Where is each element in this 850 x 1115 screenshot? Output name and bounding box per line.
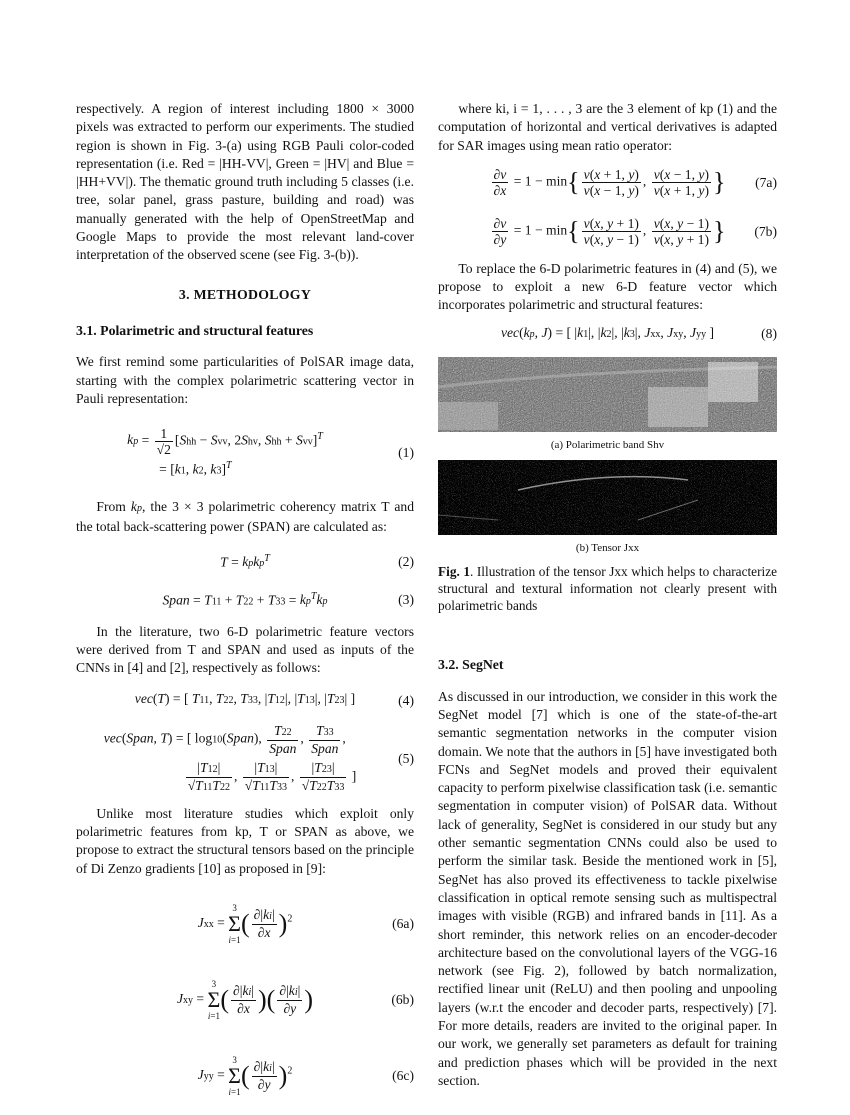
equation-number: (2): [398, 553, 414, 569]
equation-number: (4): [398, 692, 414, 708]
paragraph-segnet: As discussed in our introduction, we consider in this work the SegNet model [7] which is one of the state-of-the-art semantic segmentation networks in the computer vision domain. We note that the authors in [5] have investigated both FCNs and SegNet models and proved their equivalent capacity to perform pixelwise classification task (i.e. semantic segmentation in computer vision) of PolSAR data. Without lack of generality, SegNet is considered in our study but any other semantic segmentation CNNs could also be used to perform the similar task. Beside the mentioned work in [5], SegNet has also proved its effectiveness to tackle pixelwise classification in optical remote sensing such as multispectral images with visible (RGB) and infrared bands in [11]. As a short reminder, this network relies on an encoder-decoder architecture based on the convolutional layers of the VGG-16 network (see Fig. 2), followed by batch normalization, rectified linear unit (ReLU) and then pooling and unpooling layers (w.r.t the encoder and decoder parts, respectively) [7]. For more details, readers are invited to the original paper. In our work, we generally set parameters as default for training and prediction phases which will be provided in the next section.: [438, 688, 777, 1088]
subcaption-b: (b) Tensor Jxx: [575, 542, 640, 555]
subcaption-a: (a) Polarimetric band Shv: [550, 438, 665, 451]
equation-number: (6a): [392, 915, 414, 931]
equation-1: kp = $\frac{1}{√2}$ [Shh − Svv, 2Shv, Shh + Svv]$^T$ = [k1, k2, k3]$^T$ (1): [127, 425, 414, 477]
equation-number: (7a): [755, 174, 777, 190]
equation-7a: $\frac{\partial v}{\partial x}$ = 1 − min{ $\frac{v(x + 1, y)}{v(x - 1, y)}$ , $\frac{v(x - 1, y)}{v(x + 1, y)}$ } (7a): [493, 167, 777, 199]
section-title: 3. METHODOLOGY: [178, 286, 312, 302]
subsection-title: 3.1. Polarimetric and structural features: [76, 322, 314, 338]
equation-6c: Jyy = 3 Σ i=1 ( $\frac{\partial|ki|}{\partial y}$ )$^2$ (6c): [197, 1054, 414, 1097]
equation-number: (1): [398, 445, 414, 461]
figure-1: [438, 357, 777, 558]
paragraph-1: We first remind some particularities of PolSAR image data, starting with the complex polarimetric scattering vector in Pauli representation:: [76, 354, 414, 406]
figure-caption: Fig. 1. Illustration of the tensor Jxx which helps to characterize structural and textural information not clearly present with polarimetric bands: [438, 564, 778, 614]
left-column: [76, 100, 414, 1115]
paragraph-2: From kp, the 3 × 3 polarimetric coherency matrix T and the total back-scattering power (SPAN) are calculated as:: [76, 499, 414, 535]
tensor-image-jxx: [438, 460, 777, 535]
paragraph-replace: To replace the 6-D polarimetric features in (4) and (5), we propose to exploit a new 6-D feature vector which incorporates polarimetric and structural features:: [438, 260, 777, 313]
equation-6a: Jxx = 3 Σ i=1 ( $\frac{\partial|ki|}{\partial x}$ )$^2$ (6a): [197, 902, 414, 945]
subsection-title-segnet: 3.2. SegNet: [438, 657, 504, 673]
equation-number: (6c): [392, 1067, 414, 1083]
equation-2: T = kpkp$^T$ (2): [220, 552, 414, 570]
paragraph-4: Unlike most literature studies which exploit only polarimetric features from kp, T or SPAN as above, we propose to extract the structural tensors based on the principle of Di Zenzo gradients [10] as proposed in [9]:: [76, 805, 414, 876]
paragraph-where: where ki, i = 1, . . . , 3 are the 3 element of kp (1) and the computation of horizontal and vertical derivatives is adapted for SAR images using mean ratio operator:: [438, 101, 777, 153]
intro-paragraph: respectively. A region of interest including 1800 × 3000 pixels was extracted to perform our experiments. The studied region is shown in Fig. 3-(a) using RGB Pauli color-coded representation (i.e. Red = |HH-VV|, Green = |HV| and Blue = |HH+VV|). The thematic ground truth including 5 classes (i.e. tree, solar panel, grass pasture, building and road) was manually generated with the help of OpenStreetMap and Google Maps to provide the most relevant land-cover interpretation of the observed scene (see Fig. 3-(b)).: [76, 101, 414, 263]
equation-number: (8): [761, 325, 777, 341]
equation-3: Span = $T11 + T22 + T33 = kp^Tkp$ (3): [162, 590, 414, 608]
equation-8: vec(kp, J) = [ |k1|, |k2|, |k3|, Jxx, Jxy, Jyy ] (8): [438, 321, 777, 347]
right-column: [438, 100, 777, 1090]
equation-number: (3): [398, 591, 414, 607]
equation-7b: $\frac{\partial v}{\partial y}$ = 1 − min{ $\frac{v(x, y + 1)}{v(x, y - 1)}$ , $\frac{v(x, y - 1)}{v(x, y + 1)}$ } (7b): [493, 216, 777, 248]
paragraph-3: In the literature, two 6-D polarimetric feature vectors were derived from T and SPAN and used as inputs of the CNNs in [4] and [2], respectively as follows:: [76, 623, 414, 676]
equation-number: (6b): [391, 991, 414, 1007]
equation-5: vec(Span, T) = [ log10(Span), $\frac{T22}{\text{Span}}$ , $\frac{T33}{\text{Span}}$ , $\frac{|T12|}{√T11T22}$ , $\frac{|T13|}{√T11T33}$ , $\frac{|T23|}{√T22T33}$ ] (5): [103, 722, 414, 793]
equation-6b: Jxy = 3 Σ i=1 ( $\frac{\partial|ki|}{\partial x}$ )( $\frac{\partial|ki|}{\partial y}$ ) (6b): [176, 978, 414, 1021]
sar-image-shv: [438, 357, 777, 432]
equation-number: (5): [398, 750, 414, 766]
equation-4: vec(T) = [ T11, T22, T33, |T12|, |T13|, |T23| ] (4): [76, 688, 414, 714]
equation-number: (7b): [754, 223, 777, 239]
